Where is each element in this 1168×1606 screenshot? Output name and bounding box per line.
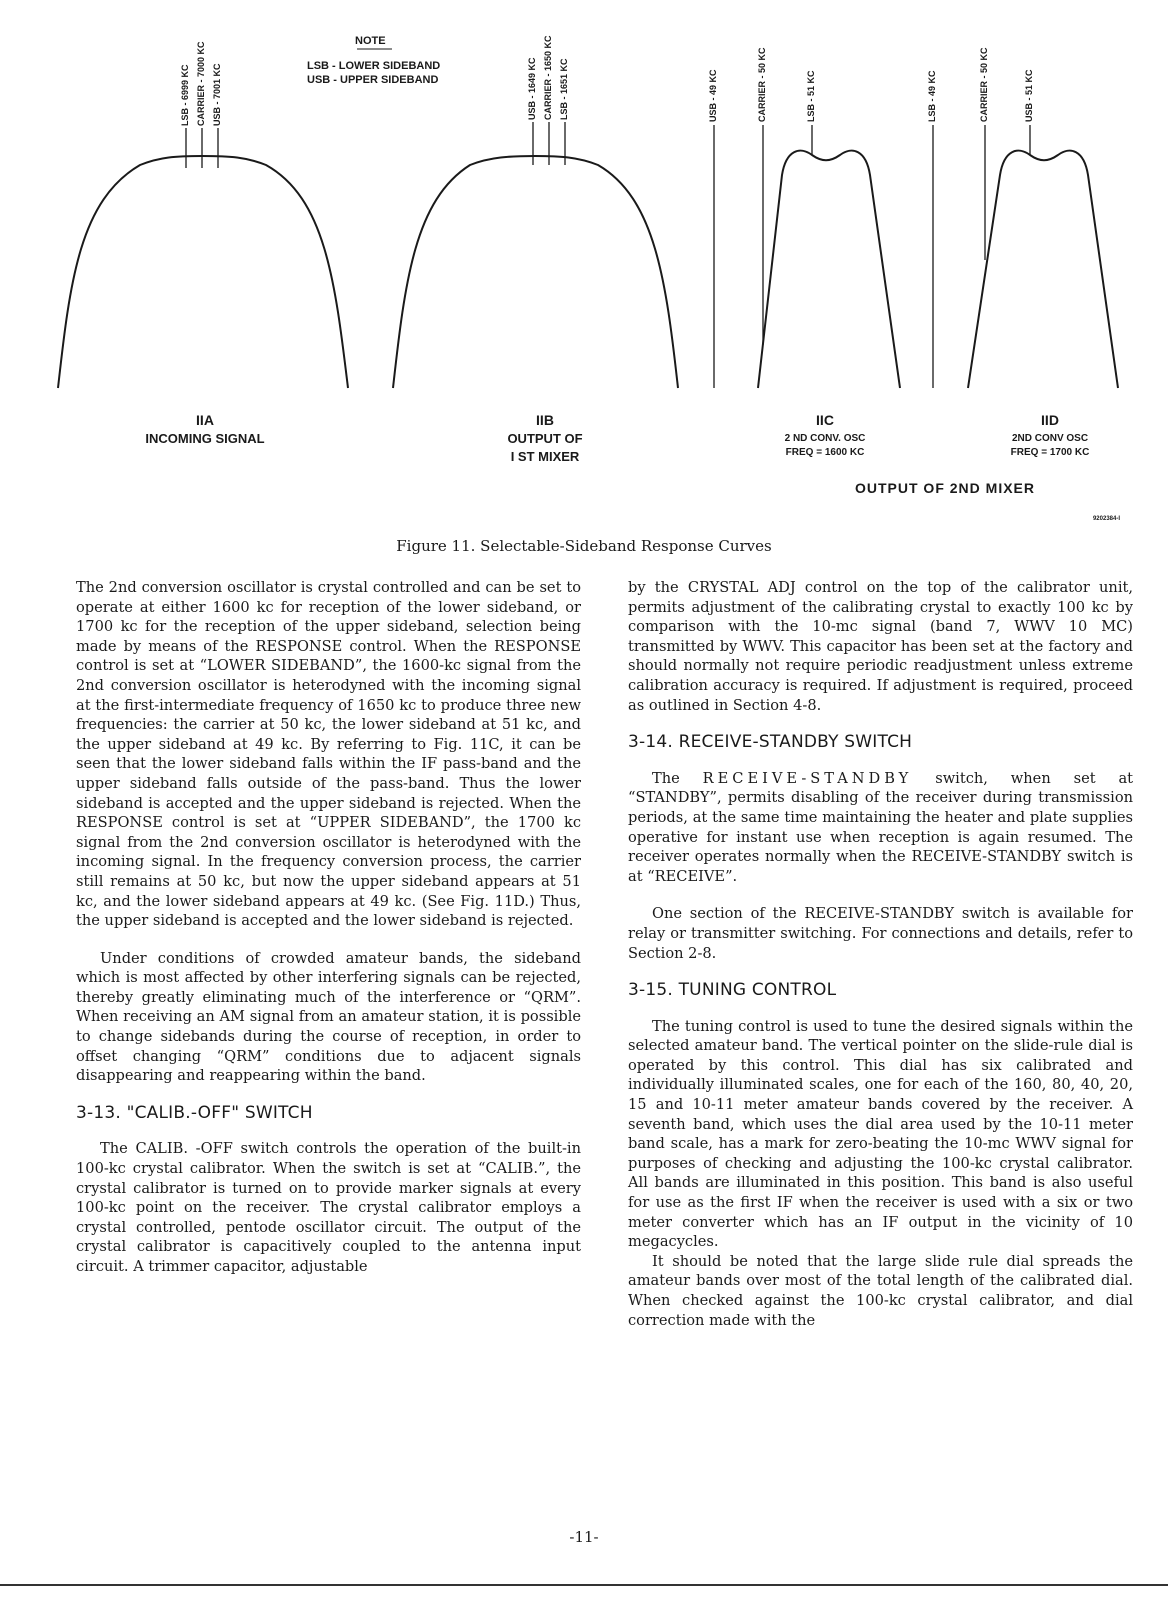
marker-label-11c-carrier: CARRIER - 50 KC [757,47,767,122]
output-of-2nd-mixer-label: OUTPUT OF 2ND MIXER [854,480,1035,496]
paragraph-2nd-conversion-oscillator: The 2nd conversion oscillator is crystal controlled and can be set to operate at either 1600 kc for reception of the lower sideband, or 1700 kc for the reception of the upper sideband, selection being made by means of the RESPONSE control. When the RESPONSE control is set at “LOWER SIDEBAND”, the 1600-kc signal from the 2nd conversion oscillator is heterodyned with the incoming signal at the first-intermediate frequency of 1650 kc to produce three new frequencies: the carrier at 50 kc, the lower sideband at 51 kc, and the upper sideband at 49 kc. By referring to Fig. 11C, it can be seen that the lower sideband falls within the IF pass-band and the upper sideband falls outside of the pass-band. Thus the lower sideband is accepted and the upper sideband is rejected. When the RESPONSE control is set at “UPPER SIDEBAND”, the 1700 kc signal from the 2nd conversion oscillator is heterodyned with the incoming signal. In the frequency conversion process, the carrier still remains at 50 kc, but now the upper sideband appears at 51 kc, and the lower sideband appears at 49 kc. (See Fig. 11D.) Thus, the upper sideband is accepted and the lower sideband is rejected. [76,579,581,930]
receive-standby-lead: The [652,769,680,787]
paragraph-crowded-bands: Under conditions of crowded amateur bands, the sideband which is most affected by other interfering signals can be rejected, thereby greatly eliminating much of the interference or “QRM”. When receiving an AM signal from an amateur station, it is possible to change sidebands during the course of reception, in order to offset changing “QRM” conditions due to adjacent signals disappearing and reappearing within the band. [76,949,581,1085]
right-column [628,578,1133,1330]
panel-label-11a: IIA [196,412,214,428]
receive-standby-spaced: RECEIVE-STANDBY [702,769,913,787]
paragraph-tuning-control: The tuning control is used to tune the desired signals within the selected amateur band. The vertical pointer on the slide-rule dial is operated by this control. This dial has six calibrated and individually illuminated scales, one for each of the 160, 80, 40, 20, 15 and 10-11 meter amateur bands covered by the receiver. A seventh band, which uses the dial area used by the 10-11 meter band scale, has a mark for zero-beating the 10-mc WWV signal for purposes of checking and adjusting the 100-kc crystal calibrator. All bands are illuminated in this position. This band is also useful for use as the first IF when the receiver is used with a six or two meter converter which has an IF output in the vicinity of 10 megacycles. [628,1017,1133,1251]
marker-label-11b-lsb: LSB - 1651 KC [559,58,569,120]
left-column [76,578,581,1277]
curve-11a [58,156,348,388]
curve-11b [393,156,678,388]
marker-label-11a-usb: USB - 7001 KC [212,63,222,126]
marker-label-11d-carrier: CARRIER - 50 KC [979,47,989,122]
panel-sub-11d-line1: 2ND CONV OSC [1011,433,1089,444]
note-title: NOTE [355,35,386,47]
panel-label-11d: IID [1041,412,1059,428]
response-curves-figure [0,0,1168,560]
marker-label-11d-usb: USB - 51 KC [1024,69,1034,122]
paragraph-slide-rule-dial: It should be noted that the large slide rule dial spreads the amateur bands over most of the total length of the calibrated dial. When checked against the 100-kc crystal calibrator, and dial correction made with the [628,1252,1133,1329]
note-line-usb: USB - UPPER SIDEBAND [307,74,439,86]
panel-sub-11b-line1: OUTPUT OF [507,431,583,446]
paragraph-receive-standby [628,769,1133,887]
page-number: -11- [569,1528,599,1546]
response-curves-drawing [0,0,1168,560]
marker-label-11d-lsb: LSB - 49 KC [927,70,937,122]
marker-label-11b-usb: USB - 1649 KC [527,57,537,120]
curve-11d [968,151,1118,388]
marker-label-11b-carrier: CARRIER - 1650 KC [543,35,553,120]
panel-label-11b: IIB [536,412,554,428]
section-heading-3-13: 3-13. "CALIB.-OFF" SWITCH [76,1102,313,1123]
receive-standby-rest: switch, when set at “STANDBY”, permits disabling of the receiver during transmission periods, at the same time maintaining the heater and plate supplies operative for instant use when reception is again resumed. The receiver operates normally when the RECEIVE-STANDBY switch is at “RECEIVE”. [628,769,1134,885]
panel-sub-11c-line2: FREQ = 1600 KC [785,447,865,458]
paragraph-crystal-adj: by the CRYSTAL ADJ control on the top of the calibrator unit, permits adjustment of the calibrating crystal to exactly 100 kc by comparison with the 10-mc signal (band 7, WWV 10 MC) transmitted by WWV. This capacitor has been set at the factory and should normally not require periodic readjustment unless extreme calibration accuracy is required. If adjustment is required, proceed as outlined in Section 4-8. [628,579,1133,714]
paragraph-calib-off: The CALIB. -OFF switch controls the operation of the built-in 100-kc crystal calibrator. When the switch is set at “CALIB.”, the crystal calibrator is turned on to provide marker signals at every 100-kc point on the receiver. The crystal calibrator employs a crystal controlled, pentode oscillator circuit. The output of the crystal calibrator is capacitively coupled to the antenna input circuit. A trimmer capacitor, adjustable [76,1140,581,1275]
marker-label-11a-lsb: LSB - 6999 KC [180,64,190,126]
marker-label-11c-lsb: LSB - 51 KC [806,70,816,122]
panel-sub-11a: INCOMING SIGNAL [145,431,265,446]
panel-sub-11b-line2: I ST MIXER [510,449,580,464]
panel-sub-11d-line2: FREQ = 1700 KC [1010,447,1090,458]
section-heading-3-14: 3-14. RECEIVE-STANDBY SWITCH [628,732,913,753]
marker-label-11a-carrier: CARRIER - 7000 KC [196,41,206,126]
drawing-number: 9202384-I [1092,516,1120,522]
note-line-lsb: LSB - LOWER SIDEBAND [307,60,441,72]
panel-label-11c: IIC [816,412,834,428]
figure-caption: Figure 11. Selectable-Sideband Response Curves [396,537,772,555]
bottom-rule [0,1584,1168,1586]
section-heading-3-15: 3-15. TUNING CONTROL [628,980,837,1001]
curve-11c [758,151,900,388]
marker-label-11c-usb: USB - 49 KC [708,69,718,122]
paragraph-relay-switching: One section of the RECEIVE-STANDBY switch is available for relay or transmitter switching. For connections and details, refer to Section 2-8. [628,905,1133,962]
panel-sub-11c-line1: 2 ND CONV. OSC [784,433,866,444]
